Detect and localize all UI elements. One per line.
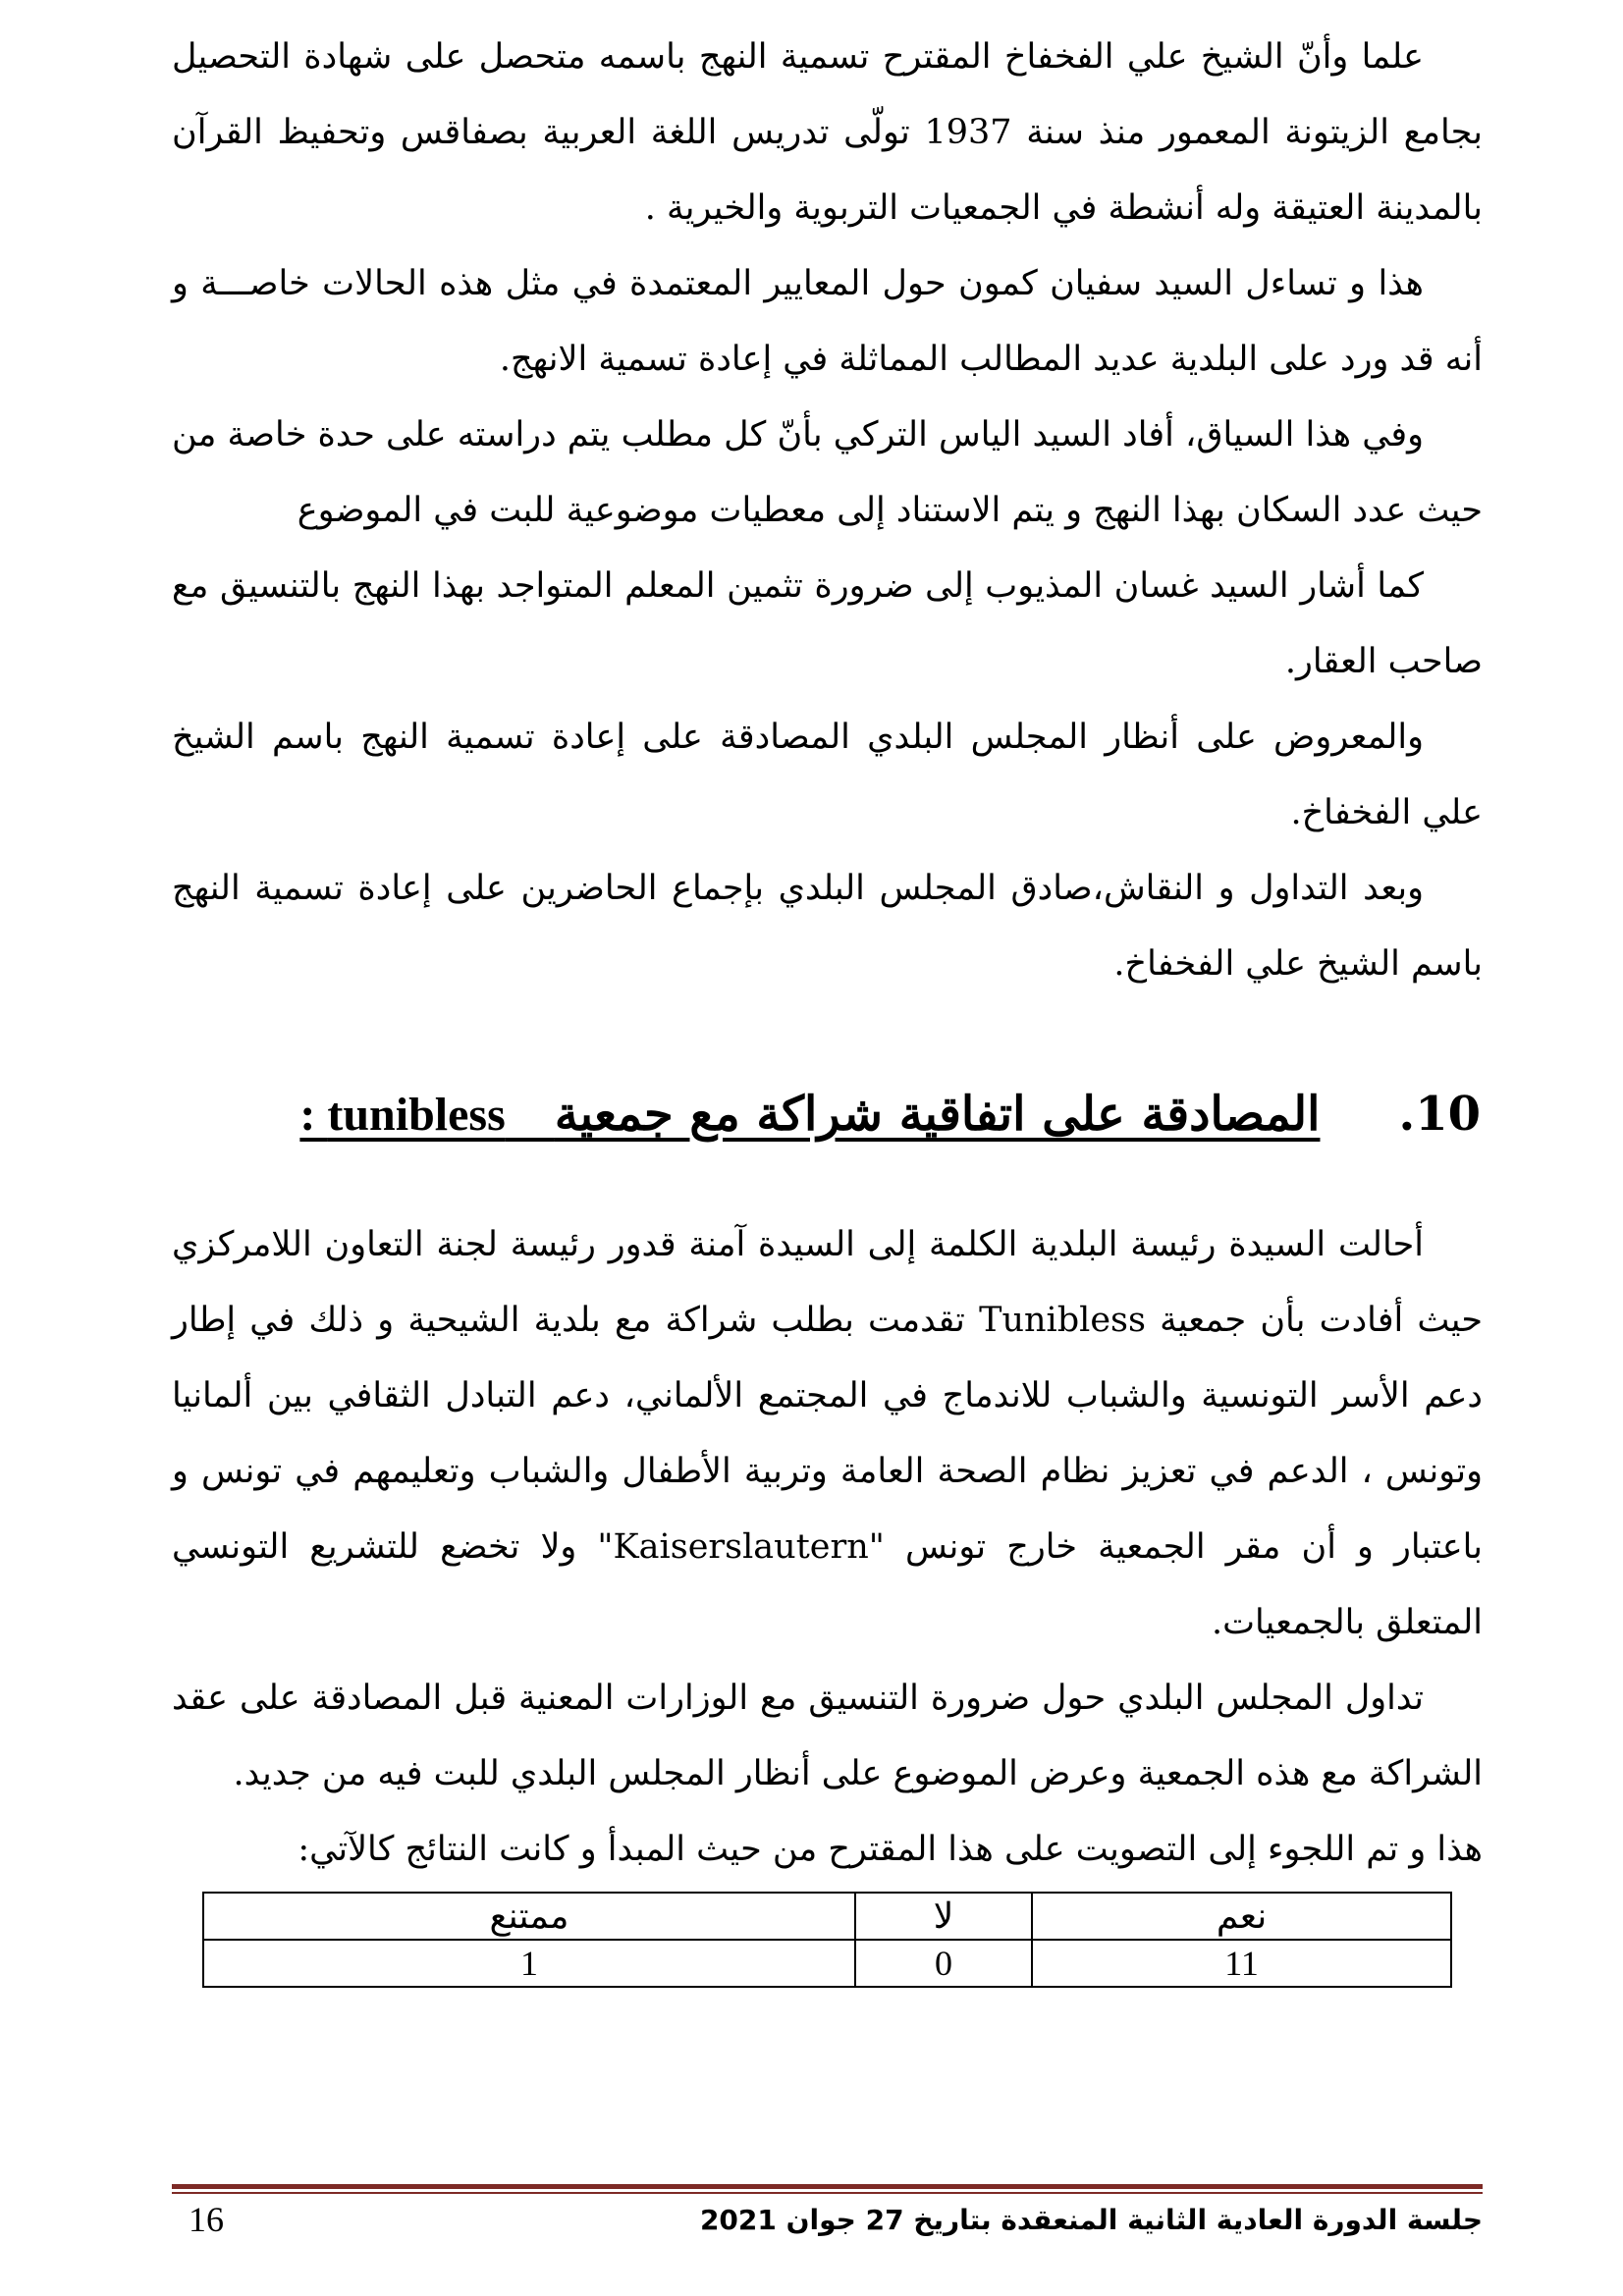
paragraph: تداول المجلس البلدي حول ضرورة التنسيق مع الوزارات المعنية قبل المصادقة على عقد الشراكة مع هذه الجمعية وعرض الموضوع على أنظار المجلس البلدي للبت فيه من جديد.	[172, 1679, 1483, 1793]
value-abstain: 1	[203, 1940, 855, 1987]
header-no: لا	[855, 1893, 1032, 1940]
paragraph: وفي هذا السياق، أفاد السيد الياس التركي بأنّ كل مطلب يتم دراسته على حدة خاصة من حيث عدد السكان بهذا النهج و يتم الاستناد إلى معطيات موضوعية للبت في الموضوع	[172, 415, 1483, 530]
paragraph: كما أشار السيد غسان المذيوب إلى ضرورة تثمين المعلم المتواجد بهذا النهج بالتنسيق مع صاحب العقار.	[172, 566, 1483, 681]
section-heading	[299, 1085, 1481, 1145]
footer-divider	[172, 2184, 1483, 2189]
value-yes: 11	[1032, 1940, 1451, 1987]
paragraph: هذا و تم اللجوء إلى التصويت على هذا المقترح من حيث المبدأ و كانت النتائج كالآتي:	[298, 1830, 1483, 1869]
vote-results-table	[202, 1892, 1452, 1988]
header-abstain: ممتنع	[203, 1893, 855, 1940]
paragraph: أحالت السيدة رئيسة البلدية الكلمة إلى السيدة آمنة قدور رئيسة لجنة التعاون اللامركزي حيث أفادت بأن جمعية Tunibless تقدمت بطلب شراكة مع بلدية الشيحية و ذلك في إطار دعم الأسر التونسية والشباب للاندماج في المجتمع الألماني، دعم التبادل الثقافي بين ألمانيا وتونس ، الدعم في تعزيز نظام الصحة العامة وتربية الأطفال والشباب وتعليمهم في تونس و باعتبار و أن مقر الجمعية خارج تونس "Kaiserslautern" ولا تخضع للتشريع التونسي المتعلق بالجمعيات.	[172, 1225, 1483, 1642]
header-yes: نعم	[1032, 1893, 1451, 1940]
table-row	[203, 1940, 1451, 1987]
paragraph: وبعد التداول و النقاش،صادق المجلس البلدي بإجماع الحاضرين على إعادة تسمية النهج باسم الشيخ علي الفخفاخ.	[172, 869, 1483, 984]
paragraph: هذا و تساءل السيد سفيان كمون حول المعايير المعتمدة في مثل هذه الحالات خاصـــة و أنه قد ورد على البلدية عديد المطالب المماثلة في إعادة تسمية الانهج.	[172, 264, 1483, 379]
page-number: 16	[189, 2200, 224, 2239]
footer-text: جلسة الدورة العادية الثانية المنعقدة بتاريخ 27 جوان 2021	[699, 2204, 1483, 2236]
footer-divider-thin	[172, 2192, 1483, 2194]
value-no: 0	[855, 1940, 1032, 1987]
table-header-row	[203, 1893, 1451, 1940]
section-number: 10.	[1398, 1087, 1481, 1142]
paragraph: علما وأنّ الشيخ علي الفخفاخ المقترح تسمية النهج باسمه متحصل على شهادة التحصيل بجامع الزيتونة المعمور منذ سنة 1937 تولّى تدريس اللغة العربية بصفاقس وتحفيظ القرآن بالمدينة العتيقة وله أنشطة في الجمعيات التربوية والخيرية .	[172, 37, 1484, 228]
section-title: المصادقة على اتفاقية شراكة مع جمعية tunibless :	[299, 1087, 1321, 1142]
paragraph: والمعروض على أنظار المجلس البلدي المصادقة على إعادة تسمية النهج باسم الشيخ علي الفخفاخ.	[172, 718, 1483, 832]
